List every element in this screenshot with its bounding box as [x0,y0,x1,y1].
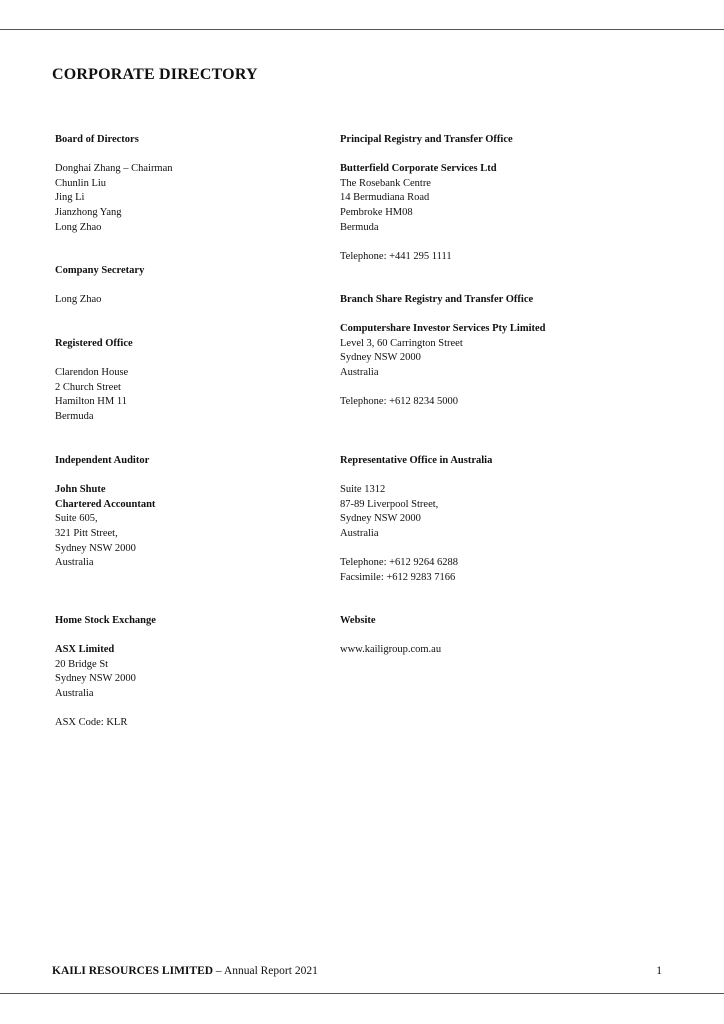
address-line: The Rosebank Centre [340,177,431,189]
address-line: Pembroke HM08 [340,206,413,218]
address-line: 20 Bridge St [55,658,109,670]
principal-registry-heading: Principal Registry and Transfer Office [340,134,513,145]
address-line: 2 Church Street [55,381,121,393]
bottom-rule [0,993,724,994]
exchange-name: ASX Limited [55,644,115,656]
exchange-heading: Home Stock Exchange [55,615,156,626]
top-rule [0,29,724,30]
address-line: Australia [55,557,94,569]
address-line: Sydney NSW 2000 [340,513,421,525]
board-section [55,133,325,235]
board-member: Chunlin Liu [55,177,107,189]
exchange-section [55,614,325,731]
website-url: www.kailigroup.com.au [340,644,442,656]
address-line: 321 Pitt Street, [55,527,118,539]
address-line: Australia [340,527,379,539]
board-member: Donghai Zhang – Chairman [55,163,173,175]
board-member: Jing Li [55,192,85,204]
secretary-heading: Company Secretary [55,265,145,276]
website-heading: Website [340,615,376,626]
website-section [340,614,610,658]
address-line: Hamilton HM 11 [55,396,127,408]
asx-code: ASX Code: KLR [55,717,128,729]
board-heading: Board of Directors [55,134,139,145]
address-line: Sydney NSW 2000 [340,352,421,364]
address-line: Suite 605, [55,513,98,525]
representative-office-section [340,454,610,585]
footer-company: KAILI RESOURCES LIMITED [52,965,214,977]
telephone: Telephone: +441 295 1111 [340,250,452,262]
registered-office-heading: Registered Office [55,338,133,349]
address-line: Bermuda [340,221,379,233]
representative-office-heading: Representative Office in Australia [340,455,493,466]
address-line: 14 Bermudiana Road [340,192,430,204]
address-line: Australia [55,687,94,699]
board-member: Long Zhao [55,221,102,233]
board-member: Jianzhong Yang [55,206,122,218]
secretary-section [55,264,325,308]
secretary-name: Long Zhao [55,294,102,306]
address-line: Clarendon House [55,367,129,379]
auditor-name: John Shute [55,484,106,496]
footer-report: – Annual Report 2021 [213,965,318,977]
principal-registry-name: Butterfield Corporate Services Ltd [340,163,497,175]
telephone: Telephone: +612 8234 5000 [340,396,459,408]
telephone: Telephone: +612 9264 6288 [340,557,459,569]
branch-registry-name: Computershare Investor Services Pty Limited [340,323,546,335]
address-line: Bermuda [55,410,94,422]
page-title: CORPORATE DIRECTORY [52,66,258,83]
branch-registry-section [340,293,610,410]
auditor-heading: Independent Auditor [55,455,150,466]
address-line: Sydney NSW 2000 [55,673,136,685]
address-line: 87-89 Liverpool Street, [340,498,439,510]
auditor-title: Chartered Accountant [55,498,156,510]
principal-registry-section [340,133,610,264]
registered-office-section [55,337,325,425]
page-number: 1 [656,965,662,977]
address-line: Level 3, 60 Carrington Street [340,337,463,349]
page-footer [52,964,662,979]
auditor-section [55,454,325,571]
branch-registry-heading: Branch Share Registry and Transfer Office [340,294,534,305]
address-line: Suite 1312 [340,484,386,496]
address-line: Sydney NSW 2000 [55,542,136,554]
facsimile: Facsimile: +612 9283 7166 [340,571,456,583]
address-line: Australia [340,366,379,378]
